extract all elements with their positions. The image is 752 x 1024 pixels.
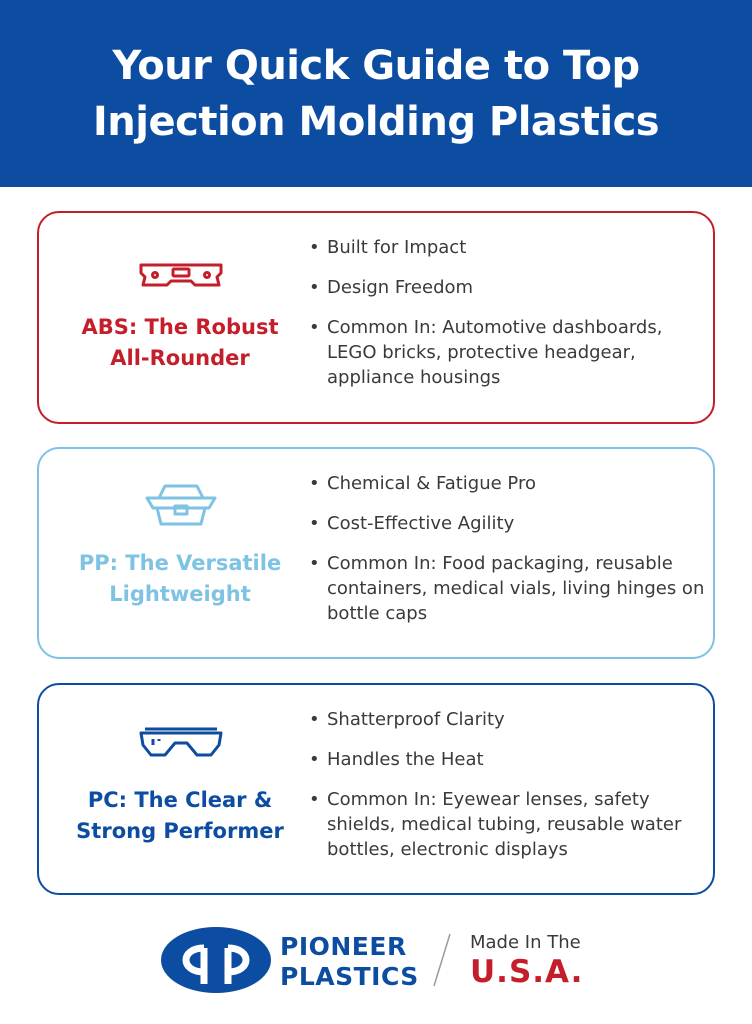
pc-title-line-2: Strong Performer (76, 819, 284, 843)
pc-card (37, 683, 715, 895)
abs-title-line-2: All-Rounder (110, 346, 250, 370)
pc-title (49, 785, 311, 847)
page-title-line-2: Injection Molding Plastics (92, 98, 660, 145)
brand-name (280, 932, 419, 992)
pp-title (49, 548, 311, 610)
made-in-label: Made In The (470, 932, 581, 953)
abs-card (37, 211, 715, 424)
list-item: • Common In: Automotive dashboards, LEGO bricks, protective headgear, appliance housings (309, 315, 709, 390)
pp-card-heading (39, 449, 319, 657)
abs-title-line-1: ABS: The Robust (81, 315, 279, 339)
pp-title-line-1: PP: The Versatile (78, 551, 282, 575)
brand-line-1: PIONEER (280, 932, 407, 961)
list-item: • Cost-Effective Agility (309, 511, 709, 536)
list-item: • Chemical & Fatigue Pro (309, 471, 709, 496)
abs-card-heading (39, 213, 319, 422)
usa-label: U.S.A. (470, 954, 584, 990)
brand-line-2: PLASTICS (280, 962, 419, 991)
list-item: • Shatterproof Clarity (309, 707, 709, 732)
list-item: • Design Freedom (309, 275, 709, 300)
pp-title-line-2: Lightweight (109, 582, 251, 606)
page-title-line-1: Your Quick Guide to Top (112, 42, 640, 89)
pc-card-heading (39, 685, 319, 893)
pp-card (37, 447, 715, 659)
abs-title (49, 312, 311, 374)
list-item: • Common In: Food packaging, reusable containers, medical vials, living hinges on bottle caps (309, 551, 709, 626)
pc-bullet-list (309, 707, 709, 877)
header-banner (0, 0, 752, 187)
car-bumper-icon (135, 251, 227, 297)
list-item: • Handles the Heat (309, 747, 709, 772)
food-container-icon (135, 482, 227, 528)
safety-glasses-icon (135, 721, 227, 767)
pc-title-line-1: PC: The Clear & (87, 788, 273, 812)
list-item: • Built for Impact (309, 235, 709, 260)
divider (430, 930, 454, 990)
pp-bullet-list (309, 471, 709, 641)
list-item: • Common In: Eyewear lenses, safety shields, medical tubing, reusable water bottles, electronic displays (309, 787, 709, 862)
abs-bullet-list (309, 235, 709, 405)
footer (0, 920, 752, 1010)
page-title (93, 38, 659, 150)
pioneer-plastics-logo-icon (160, 926, 272, 994)
